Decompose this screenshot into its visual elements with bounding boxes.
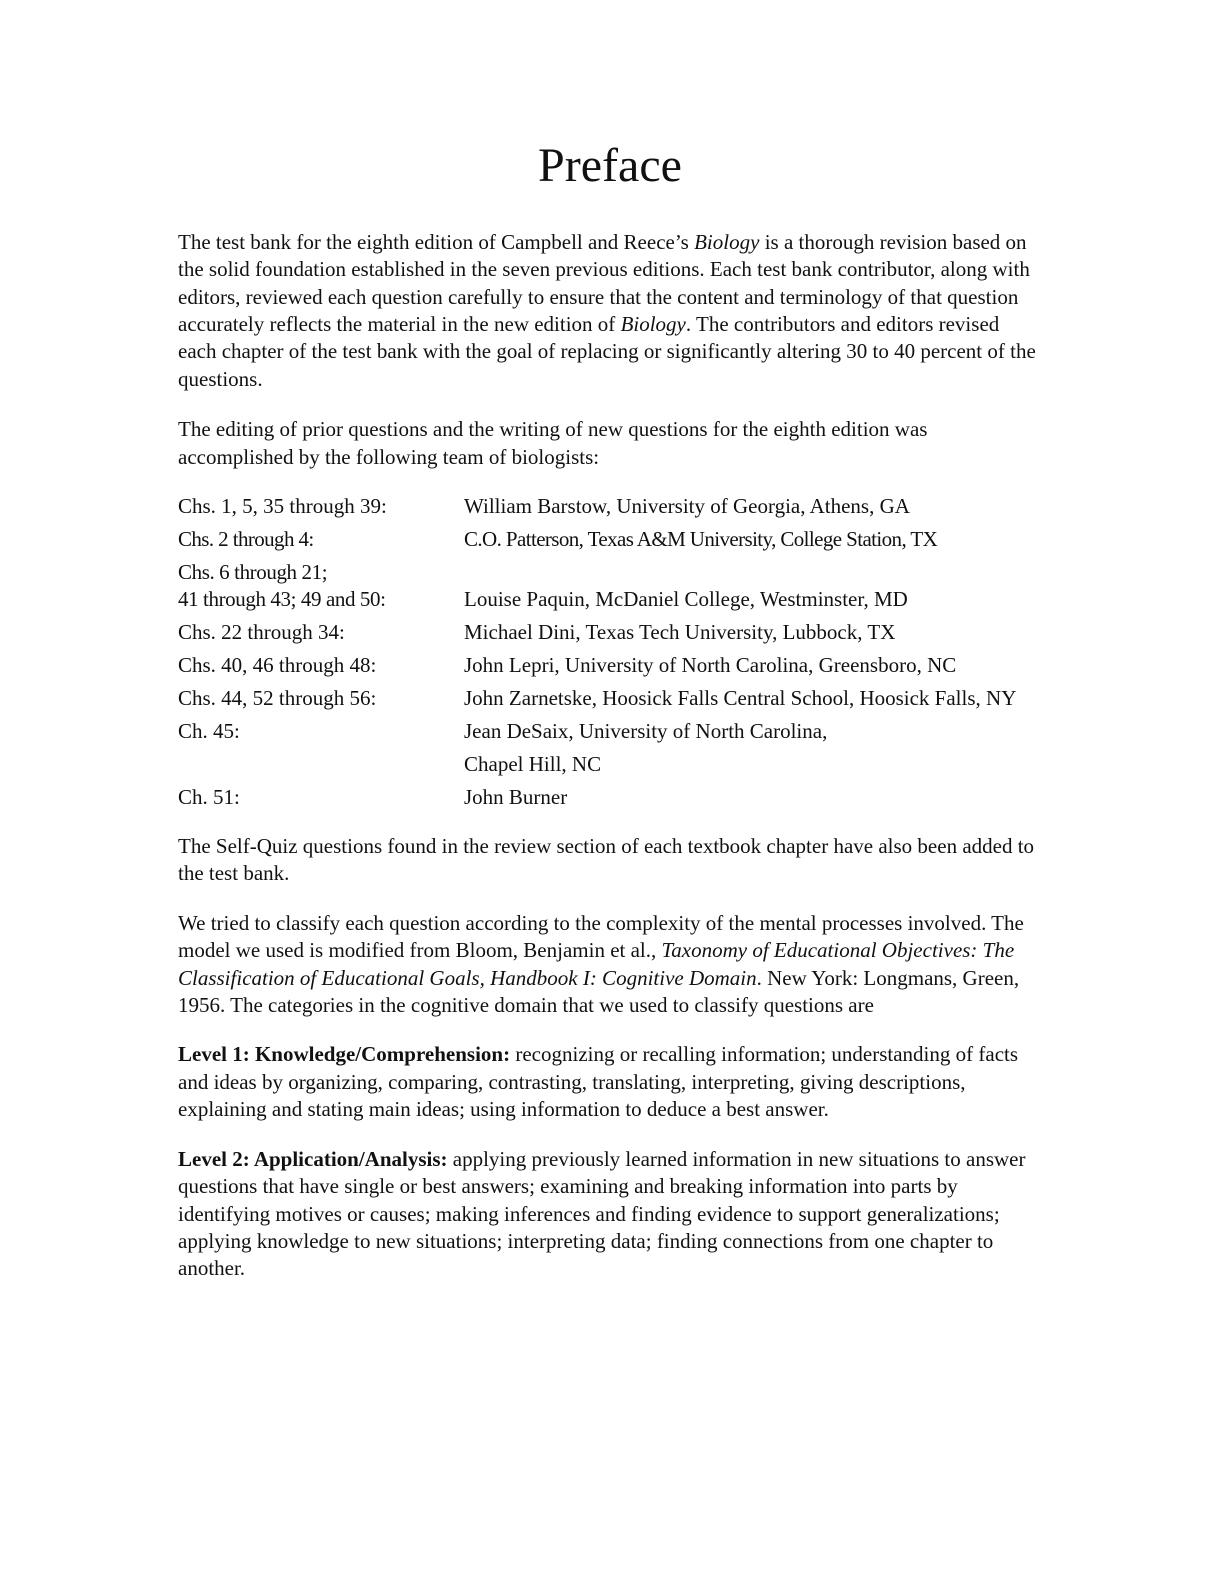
- roster-chapters: Chs. 22 through 34:: [178, 620, 345, 645]
- intro-text-c: is a thorough revision based on the solid foundation established in the seven previous editions. Each test bank contributor, along with editors, reviewed each question carefully to ensure that the content and terminology of that question accurately reflects the material in the new edition of: [178, 229, 1030, 337]
- intro-text-a: The test bank for the eighth edition of Campbell and Reece’s: [178, 229, 695, 254]
- roster-chapters: Chs. 40, 46 through 48:: [178, 653, 377, 678]
- roster-row: [178, 685, 1042, 712]
- level-1-paragraph: [178, 1041, 1042, 1123]
- classification-text-c: . New York: Longmans, Green, 1956. The categories in the cognitive domain that we used to classify questions are: [178, 965, 1020, 1018]
- roster-row: [178, 751, 1042, 778]
- roster-contributor: C.O. Patterson, Texas A&M University, College Station, TX: [464, 527, 938, 552]
- document-page: [178, 140, 1042, 1305]
- roster-contributor: Chapel Hill, NC: [464, 752, 602, 777]
- level-2-text: applying previously learned information in new situations to answer questions that have single or best answers; examining and breaking information into parts by identifying motives or causes; making inferences and finding evidence to support generalizations; applying knowledge to new situations; interpreting data; finding connections from one chapter to another.: [178, 1146, 1026, 1281]
- classification-text-a: We tried to classify each question according to the complexity of the mental processes involved. The model we used is modified from Bloom, Benjamin et al.,: [178, 910, 1024, 963]
- roster-chapters: Chs. 1, 5, 35 through 39:: [178, 494, 387, 519]
- roster-row: [178, 718, 1042, 745]
- roster-chapters-line1: Chs. 6 through 21;: [178, 560, 328, 585]
- roster-row: [178, 559, 1042, 613]
- roster-row: [178, 493, 1042, 520]
- contributor-roster: [178, 493, 1042, 811]
- intro-book-title-2: Biology: [620, 312, 686, 337]
- roster-chapters: [178, 559, 464, 613]
- roster-contributor: Louise Paquin, McDaniel College, Westminster, MD: [464, 587, 908, 612]
- level-2-label: Level 2: Application/Analysis:: [178, 1146, 448, 1171]
- intro-book-title-1: Biology: [694, 229, 760, 254]
- page-title: Preface: [538, 139, 682, 192]
- roster-contributor: William Barstow, University of Georgia, Athens, GA: [464, 494, 910, 519]
- roster-contributor: John Lepri, University of North Carolina, Greensboro, NC: [464, 653, 957, 678]
- roster-row: [178, 652, 1042, 679]
- roster-chapters: [178, 751, 464, 778]
- intro-paragraph: [178, 229, 1042, 393]
- roster-row: [178, 526, 1042, 553]
- roster-chapters: Ch. 45:: [178, 719, 240, 744]
- roster-row: [178, 619, 1042, 646]
- roster-row: [178, 784, 1042, 811]
- roster-contributor: John Burner: [464, 785, 568, 810]
- roster-chapters-line2: 41 through 43; 49 and 50:: [178, 587, 386, 612]
- level-2-paragraph: [178, 1146, 1042, 1283]
- classification-paragraph: [178, 910, 1042, 1020]
- level-1-label: Level 1: Knowledge/Comprehension:: [178, 1042, 511, 1067]
- roster-contributor: Michael Dini, Texas Tech University, Lubbock, TX: [464, 620, 896, 645]
- citation-title: Taxonomy of Educational Objectives: The Classification of Educational Goals, Handbook I: Cognitive Domain: [178, 938, 1015, 990]
- roster-chapters: Ch. 51:: [178, 785, 240, 810]
- roster-contributor: Jean DeSaix, University of North Carolina,: [464, 719, 828, 744]
- roster-chapters: Chs. 44, 52 through 56:: [178, 686, 377, 711]
- roster-contributor: John Zarnetske, Hoosick Falls Central School, Hoosick Falls, NY: [464, 686, 1017, 711]
- level-1-text: recognizing or recalling information; understanding of facts and ideas by organizing, comparing, contrasting, translating, interpreting, giving descriptions, explaining and stating main ideas; using information to deduce a best answer.: [178, 1042, 1019, 1122]
- intro-text-e: . The contributors and editors revised each chapter of the test bank with the goal of replacing or significantly altering 30 to 40 percent of the questions.: [178, 312, 1036, 391]
- roster-chapters: Chs. 2 through 4:: [178, 527, 314, 552]
- self-quiz-paragraph: The Self-Quiz questions found in the review section of each textbook chapter have also been added to the test bank.: [178, 834, 1035, 886]
- team-paragraph: The editing of prior questions and the writing of new questions for the eighth edition was accomplished by the following team of biologists:: [178, 417, 928, 469]
